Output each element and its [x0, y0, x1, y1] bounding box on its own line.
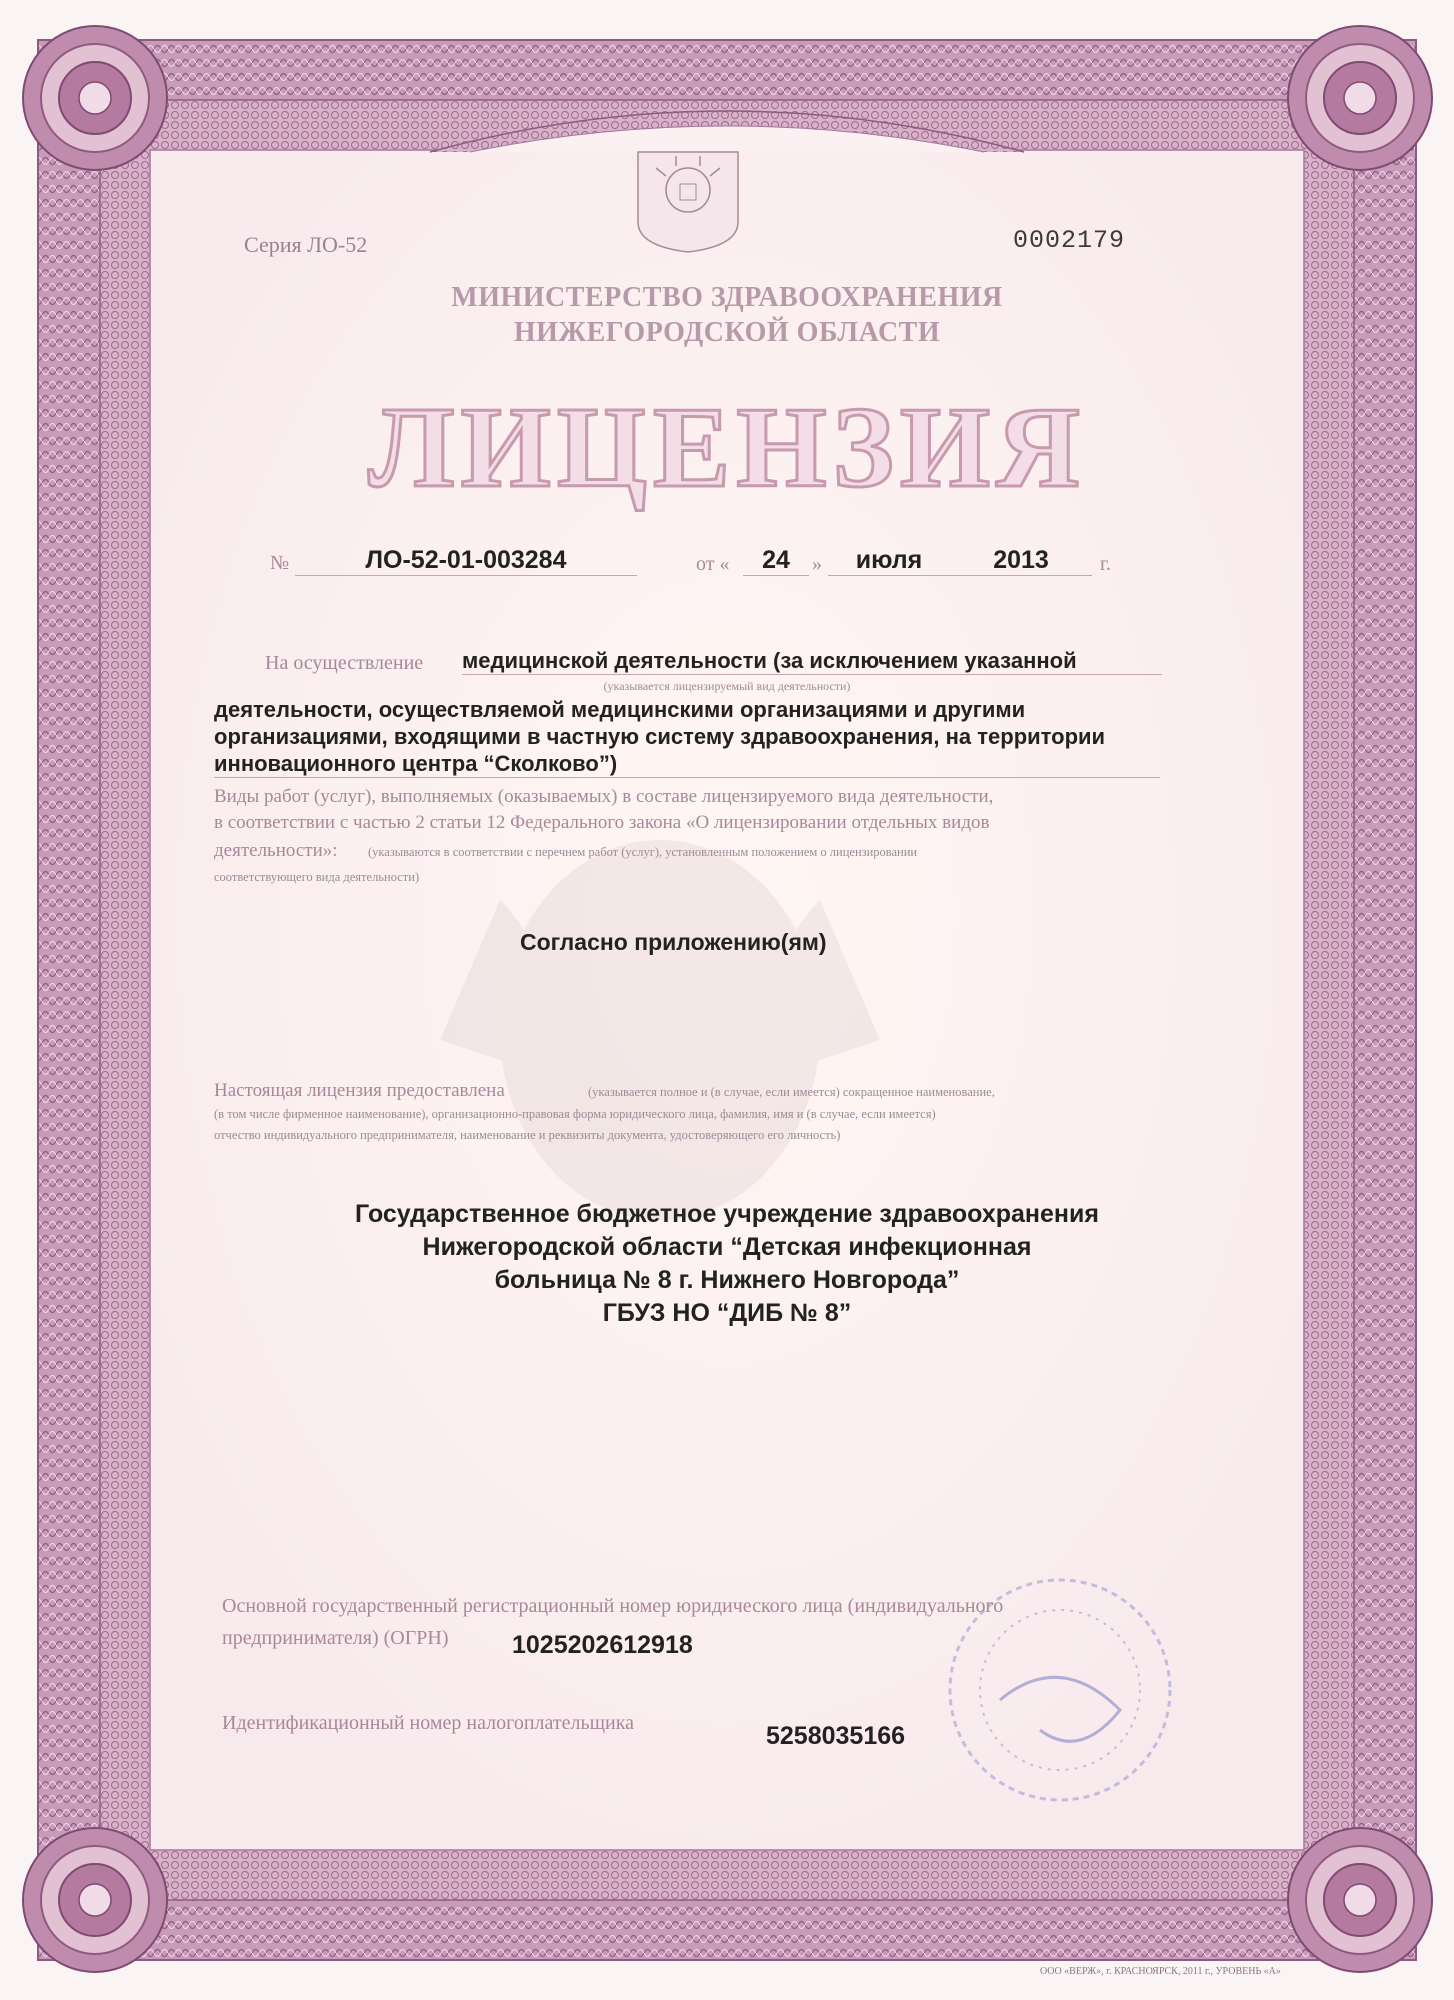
printer-note: ООО «ВЕРЖ», г. КРАСНОЯРСК, 2011 г., УРОВЕНЬ «А» [1040, 1966, 1281, 1977]
coat-of-arms-emblem [638, 152, 738, 252]
date-from-label: от « [696, 553, 730, 575]
holder-name-line-2: Нижегородской области “Детская инфекционная [422, 1233, 1032, 1261]
works-hint-2: соответствующего вида деятельности) [214, 870, 420, 884]
license-year: 2013 [950, 546, 1092, 576]
date-quote-close: » [812, 553, 822, 575]
works-hint-1: (указываются в соответствии с перечнем работ (услуг), установленным положением о лицензировании [368, 845, 918, 859]
works-value: Согласно приложению(ям) [520, 929, 827, 955]
activity-line-3: организациями, входящими в частную систему здравоохранения, на территории [214, 724, 1106, 749]
activity-hint: (указывается лицензируемый вид деятельности) [603, 679, 851, 693]
license-number: ЛО-52-01-003284 [295, 546, 637, 576]
number-label: № [270, 552, 290, 574]
activity-line-1: медицинской деятельности (за исключением указанной [462, 648, 1162, 675]
ogrn-value: 1025202612918 [512, 1631, 693, 1659]
activity-label: На осуществление [265, 652, 424, 674]
activity-line-4: инновационного центра “Сколково”) [214, 751, 1160, 778]
corner-rosette-bottom-right [1288, 1828, 1432, 1972]
activity-line-2: деятельности, осуществляемой медицинскими организациями и другими [214, 697, 1026, 722]
series-label: Серия ЛО-52 [244, 232, 368, 257]
corner-rosette-bottom-left [23, 1828, 167, 1972]
inn-value: 5258035166 [766, 1722, 906, 1750]
ogrn-label-line-1: Основной государственный регистрационный номер юридического лица (индивидуального [222, 1595, 1004, 1617]
license-day: 24 [743, 546, 809, 576]
works-line-3: деятельности»: [214, 840, 338, 861]
corner-rosette-top-right [1288, 26, 1432, 170]
works-line-1: Виды работ (услуг), выполняемых (оказываемых) в составе лицензируемого вида деятельности, [214, 786, 994, 807]
holder-label: Настоящая лицензия предоставлена [214, 1080, 505, 1101]
holder-hint-2: (в том числе фирменное наименование), организационно-правовая форма юридического лица, фамилия, имя и (в случае, если имеется) [214, 1107, 936, 1121]
form-number: 0002179 [1013, 226, 1126, 255]
holder-name-line-1: Государственное бюджетное учреждение здравоохранения [355, 1200, 1099, 1228]
inn-label: Идентификационный номер налогоплательщика [222, 1712, 635, 1734]
holder-name-line-4: ГБУЗ НО “ДИБ № 8” [602, 1299, 852, 1327]
works-line-2: в соответствии с частью 2 статьи 12 Федерального закона «О лицензировании отдельных видов [214, 812, 990, 833]
document-title: ЛИЦЕНЗИЯ [368, 384, 1086, 512]
holder-name-line-3: больница № 8 г. Нижнего Новгорода” [494, 1266, 960, 1294]
year-suffix: г. [1100, 553, 1111, 575]
holder-hint-3: отчество индивидуального предпринимателя, наименование и реквизиты документа, удостоверяющего его личность) [214, 1128, 841, 1142]
license-month: июля [828, 546, 950, 576]
corner-rosette-top-left [23, 26, 167, 170]
ogrn-label-line-2: предпринимателя) (ОГРН) [222, 1627, 449, 1649]
holder-hint-1: (указывается полное и (в случае, если имеется) сокращенное наименование, [588, 1085, 995, 1099]
ministry-line-1: МИНИСТЕРСТВО ЗДРАВООХРАНЕНИЯ [451, 282, 1003, 313]
ministry-line-2: НИЖЕГОРОДСКОЙ ОБЛАСТИ [513, 317, 941, 348]
